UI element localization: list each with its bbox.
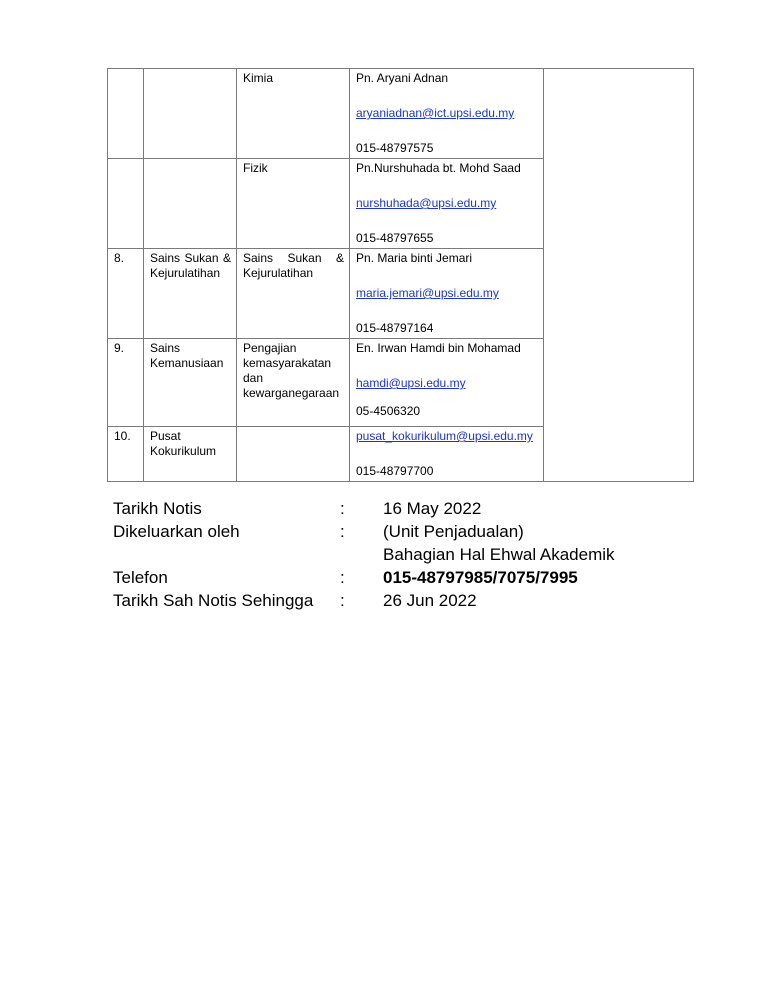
email-link[interactable]: aryaniadnan@ict.upsi.edu.my xyxy=(356,106,515,120)
cell-subject: Kimia xyxy=(237,69,350,159)
phone-number: 05-4506320 xyxy=(356,404,421,418)
separator: : xyxy=(340,591,345,610)
cell-contact xyxy=(350,159,544,249)
contacts-table xyxy=(107,68,694,482)
valid-until-value: 26 Jun 2022 xyxy=(383,591,477,610)
cell-faculty: Pusat Kokurikulum xyxy=(144,427,237,482)
cell-no: 10. xyxy=(108,427,144,482)
phone-number: 015-48797655 xyxy=(356,231,434,245)
separator: : xyxy=(340,568,345,587)
issued-by-unit: (Unit Penjadualan) xyxy=(383,522,524,541)
cell-faculty: Sains Kemanusiaan xyxy=(144,339,237,427)
email-link[interactable]: nurshuhada@upsi.edu.my xyxy=(356,196,497,210)
table-row xyxy=(108,69,694,159)
phone-number: 015-48797164 xyxy=(356,321,434,335)
cell-subject: Pengajian kemasyarakatan dan kewarganegaraan xyxy=(237,339,350,427)
issued-by-department: Bahagian Hal Ehwal Akademik xyxy=(383,545,615,564)
cell-contact xyxy=(350,339,544,427)
cell-contact xyxy=(350,249,544,339)
contact-name: Pn. Aryani Adnan xyxy=(356,71,449,85)
cell-no: 9. xyxy=(108,339,144,427)
cell-contact xyxy=(350,427,544,482)
cell-faculty: Sains Sukan & Kejurulatihan xyxy=(144,249,237,339)
email-link[interactable]: hamdi@upsi.edu.my xyxy=(356,376,466,390)
email-link[interactable]: maria.jemari@upsi.edu.my xyxy=(356,286,499,300)
phone-number: 015-48797575 xyxy=(356,141,434,155)
cell-subject: Sains Sukan & Kejurulatihan xyxy=(237,249,350,339)
contact-name: Pn. Maria binti Jemari xyxy=(356,251,473,265)
cell-faculty xyxy=(144,159,237,249)
phone-label: Telefon xyxy=(113,568,168,587)
phone-value: 015-48797985/7075/7995 xyxy=(383,568,578,587)
contact-name: Pn.Nurshuhada bt. Mohd Saad xyxy=(356,161,521,175)
separator: : xyxy=(340,499,345,518)
valid-until-label: Tarikh Sah Notis Sehingga xyxy=(113,591,314,610)
issued-by-label: Dikeluarkan oleh xyxy=(113,522,240,541)
notice-date-value: 16 May 2022 xyxy=(383,499,482,518)
cell-no xyxy=(108,69,144,159)
cell-subject xyxy=(237,427,350,482)
email-link[interactable]: pusat_kokurikulum@upsi.edu.my xyxy=(356,429,533,443)
cell-contact xyxy=(350,69,544,159)
notice-date-label: Tarikh Notis xyxy=(113,499,202,518)
cell-no: 8. xyxy=(108,249,144,339)
cell-subject: Fizik xyxy=(237,159,350,249)
cell-no xyxy=(108,159,144,249)
cell-faculty xyxy=(144,69,237,159)
phone-number: 015-48797700 xyxy=(356,464,434,478)
contact-name: En. Irwan Hamdi bin Mohamad xyxy=(356,341,521,355)
cell-notes xyxy=(544,69,694,482)
separator: : xyxy=(340,522,345,541)
